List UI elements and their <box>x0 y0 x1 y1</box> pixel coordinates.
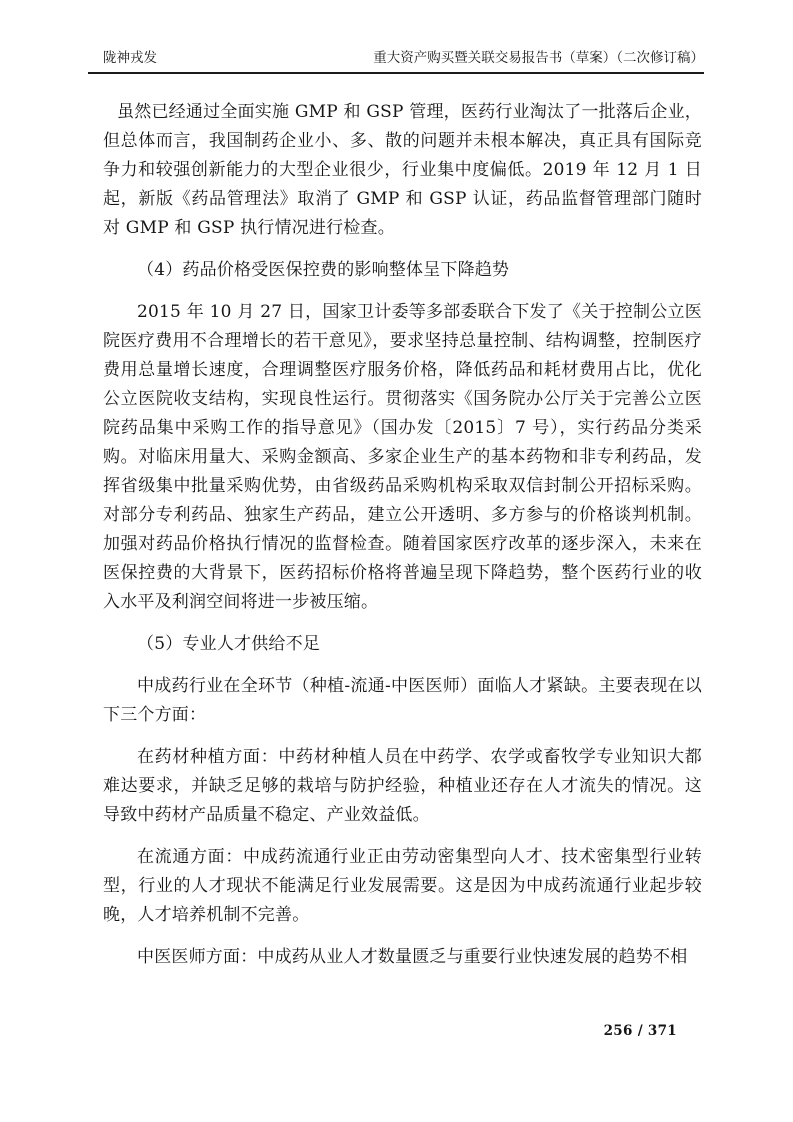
document-body <box>103 98 702 985</box>
paragraph: 中成药行业在全环节（种植-流通-中医医师）面临人才紧缺。主要表现在以下三个方面： <box>103 676 702 725</box>
paragraph: 在药材种植方面：中药材种植人员在中药学、农学或畜牧学专业知识大都难达要求，并缺乏足够的栽培与防护经验，种植业还存在人才流失的情况。这导致中药材产品质量不稳定、产业效益低。 <box>103 747 702 825</box>
section-heading: （4）药品价格受医保控费的影响整体呈下降趋势 <box>137 260 510 280</box>
paragraph: 2015 年 10 月 27 日，国家卫计委等多部委联合下发了《关于控制公立医院医疗费用不合理增长的若干意见》，要求坚持总量控制、结构调整，控制医疗费用总量增长速度，合理调整医疗服务价格，降低药品和耗材费用占比，优化公立医院收支结构，实现良性运行。贯彻落实《国务院办公厅关于完善公立医院药品集中采购工作的指导意见》（国办发〔2015〕7 号），实行药品分类采购。对临床用量大、采购金额高、多家企业生产的基本药物和非专利药品，发挥省级集中批量采购优势，由省级药品采购机构采取双信封制公开招标采购。对部分专利药品、独家生产药品，建立公开透明、多方参与的价格谈判机制。加强对药品价格执行情况的监督检查。随着国家医疗改革的逐步深入，未来在医保控费的大背景下，医药招标价格将普遍呈现下降趋势，整个医药行业的收入水平及利润空间将进一步被压缩。 <box>103 302 702 612</box>
page-number: 256 / 371 <box>603 1023 677 1039</box>
paragraph: 虽然已经通过全面实施 GMP 和 GSP 管理，医药行业淘汰了一批落后企业，但总体而言，我国制药企业小、多、散的问题并未根本解决，真正具有国际竞争力和较强创新能力的大型企业很少，行业集中度偏低。2019 年 12 月 1 日起，新版《药品管理法》取消了 GMP 和 GSP 认证，药品监督管理部门随时对 GMP 和 GSP 执行情况进行检查。 <box>103 102 702 238</box>
section-heading: （5）专业人才供给不足 <box>137 634 321 654</box>
header-company-name: 陇神戎发 <box>103 50 157 66</box>
paragraph: 中医医师方面：中成药从业人才数量匮乏与重要行业快速发展的趋势不相 <box>137 947 688 967</box>
header-report-title: 重大资产购买暨关联交易报告书（草案）（二次修订稿） <box>373 50 704 66</box>
paragraph: 在流通方面：中成药流通行业正由劳动密集型向人才、技术密集型行业转型，行业的人才现状不能满足行业发展需要。这是因为中成药流通行业起步较晚，人才培养机制不完善。 <box>103 847 702 925</box>
page-header <box>88 50 704 74</box>
